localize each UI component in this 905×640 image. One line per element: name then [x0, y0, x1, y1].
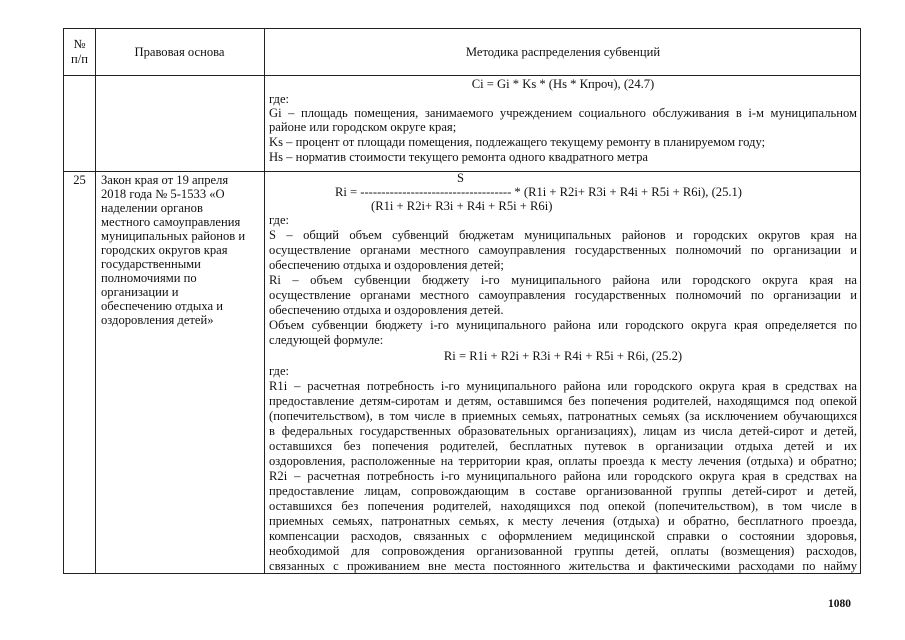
text-line: необходимой для сопровождения организованной группы детей, оплаты (возмещения) расходов, — [269, 544, 857, 558]
basis-line: городских округов края — [101, 243, 228, 257]
basis-line: Закон края от 19 апреля — [101, 173, 229, 187]
where-label: где: — [269, 213, 290, 227]
text-line: предоставление лицам, сопровождающим в составе организованной группы детей-сирот и детей, — [269, 484, 857, 498]
text-line: Объем субвенции бюджету i-го муниципального района или городского округа края определяется по — [269, 318, 857, 332]
text-line: оздоровления, расположенные на территории края, оплаты проезда к месту лечения (отдыха) и обратно; — [269, 454, 857, 468]
where-label: где: — [269, 92, 290, 106]
text-line: оставшихся без попечения родителей, бесплатных путевок в организации отдыха детей и их — [269, 439, 857, 453]
header-number: № п/п — [71, 37, 88, 66]
text-line: S – общий объем субвенций бюджетам муниципальных районов и городских округов края на — [269, 228, 857, 242]
formula-25-2: Ri = R1i + R2i + R3i + R4i + R5i + R6i, (25.2) — [443, 349, 683, 363]
formula-denominator: (R1i + R2i+ R3i + R4i + R5i + R6i) — [371, 199, 553, 213]
text-line: R2i – расчетная потребность i-го муниципального района или городского округа края в средствах на — [269, 469, 857, 483]
where-label: где: — [269, 364, 290, 378]
text-line: осуществление органами местного самоуправления государственных полномочий по организации и — [269, 243, 857, 257]
text-line: R1i – расчетная потребность i-го муниципального района или городского округа края в средствах на — [269, 379, 857, 393]
basis-line: организации и — [101, 285, 179, 299]
text-line: предоставление детям-сиротам и детям, оставшимся без попечения родителей, находящимся под опекой — [269, 394, 857, 408]
text-line: осуществление органами местного самоуправления государственных полномочий по организации и — [269, 288, 857, 302]
formula-25-1: Ri = ------------------------------------ * (R1i + R2i+ R3i + R4i + R5i + R6i), (25.1) — [335, 185, 743, 199]
basis-line: муниципальных районов и — [101, 229, 246, 243]
text-line: в федеральных государственных образовательных организациях), лицам из числа детей-сирот и детей, — [269, 424, 857, 438]
methodology-cell-25 — [265, 171, 861, 574]
header-methodology: Методика распределения субвенций — [465, 44, 661, 59]
basis-line: государственными — [101, 257, 201, 271]
text-line: Gi – площадь помещения, занимаемого учреждением социального обслуживания в i-м муниципальном — [269, 106, 857, 120]
text-line: Hs – норматив стоимости текущего ремонта одного квадратного метра — [269, 150, 649, 164]
text-line: Ri – объем субвенции бюджету i-го муниципального района или городского округа края на — [269, 273, 857, 287]
basis-line: местного самоуправления — [101, 215, 241, 229]
text-line: компенсации расходов, связанных с оформлением медицинской справки о состоянии здоровья, — [269, 529, 857, 543]
distribution-table — [63, 28, 861, 574]
text-line: оставшихся без попечения родителей, находящихся под опекой (попечительством), в том числе в — [269, 499, 857, 513]
column-divider — [95, 29, 96, 573]
text-line: связанных с проживанием вне места постоянного жительства и фактическими расходами по найму — [269, 559, 857, 573]
basis-line: 2018 года № 5-1533 «О — [101, 187, 225, 201]
basis-line: полномочиями по — [101, 271, 197, 285]
text-line: следующей формуле: — [269, 333, 384, 347]
formula-numerator: S — [457, 171, 465, 185]
page-number: 1080 — [828, 598, 851, 610]
header-legal-basis: Правовая основа — [134, 44, 225, 59]
text-line: районе или городском округе края; — [269, 120, 457, 134]
text-line: обеспечению отдыха и оздоровления детей; — [269, 258, 504, 272]
text-line: (попечительством), в том числе в приемных семьях, патронатных семьях (за исключением обучающихся — [269, 409, 857, 423]
text-line: Ks – процент от площади помещения, подлежащего текущему ремонту в планируемом году; — [269, 135, 766, 149]
text-line: обеспечению отдыха и оздоровления детей. — [269, 303, 504, 317]
row-number: 25 — [73, 173, 86, 187]
basis-line: наделении органов — [101, 201, 203, 215]
basis-line: оздоровления детей» — [101, 313, 214, 327]
text-line: приемных семьях, патронатных семьях, к месту лечения (отдыха) и обратно, бесплатного проезда, — [269, 514, 857, 528]
formula-24-7: Ci = Gi * Ks * (Hs * Кпроч), (24.7) — [471, 77, 655, 91]
methodology-cell-24 — [265, 75, 861, 171]
basis-line: обеспечению отдыха и — [101, 299, 223, 313]
